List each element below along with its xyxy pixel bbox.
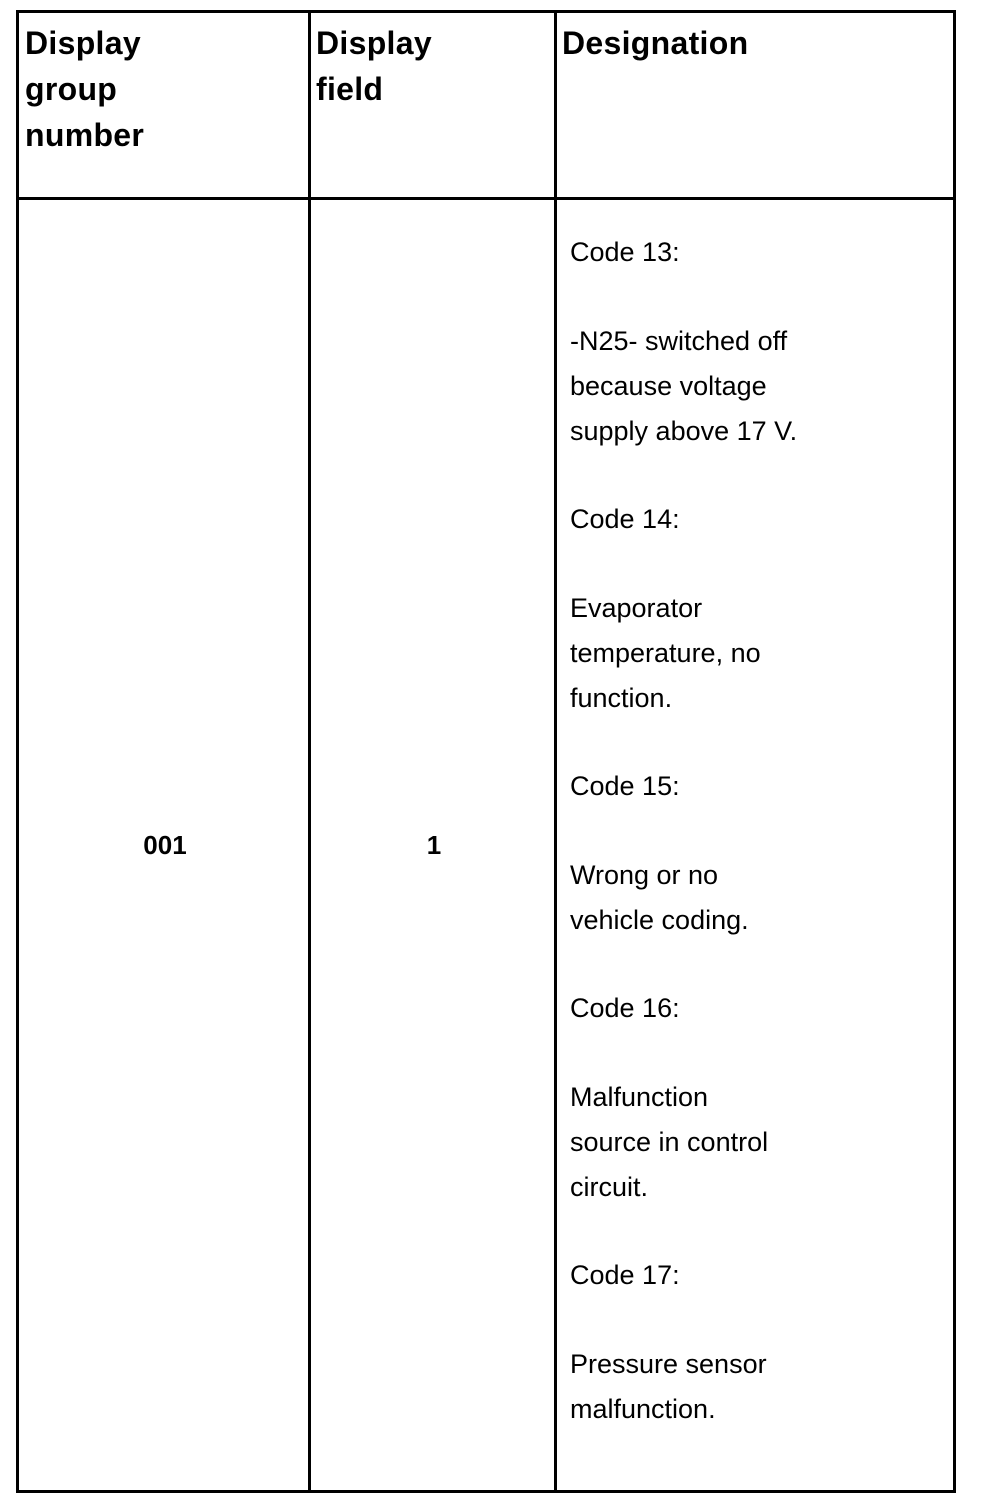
header-display-field: Display field xyxy=(316,25,432,107)
header-divider xyxy=(19,197,953,200)
header-display-group-number: Display group number xyxy=(25,25,145,153)
designation-code: Code 14: xyxy=(570,504,680,534)
designation-code: Code 16: xyxy=(570,993,680,1023)
designation-text: Wrong or no vehicle coding. xyxy=(570,860,749,935)
cell-designation xyxy=(570,230,920,1432)
designation-code: Code 15: xyxy=(570,771,680,801)
designation-text: Evaporator temperature, no function. xyxy=(570,593,761,713)
column-divider xyxy=(308,13,311,1490)
column-divider xyxy=(554,13,557,1490)
designation-code: Code 13: xyxy=(570,237,680,267)
designation-code: Code 17: xyxy=(570,1260,680,1290)
designation-text: Pressure sensor malfunction. xyxy=(570,1349,767,1424)
cell-group-number: 001 xyxy=(143,830,187,860)
designation-text: -N25- switched off because voltage supply above 17 V. xyxy=(570,326,798,446)
cell-display-field: 1 xyxy=(426,830,442,860)
header-designation: Designation xyxy=(562,25,749,61)
designation-text: Malfunction source in control circuit. xyxy=(570,1082,769,1202)
